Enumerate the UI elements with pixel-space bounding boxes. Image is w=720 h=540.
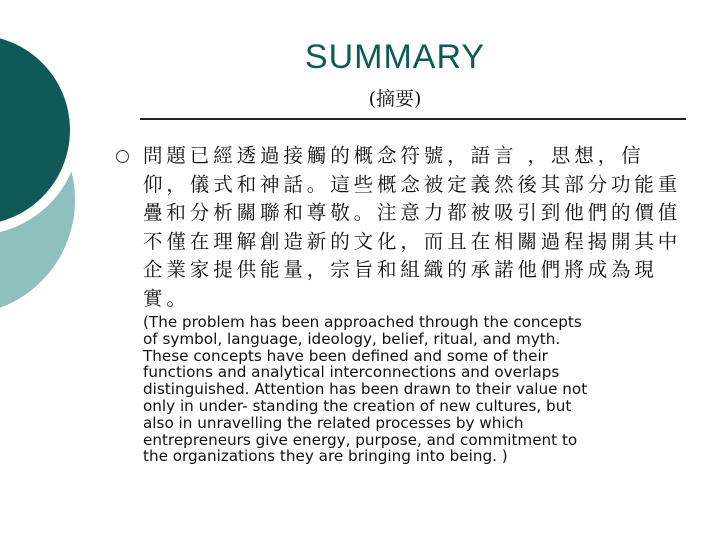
left-decoration xyxy=(0,0,130,540)
slide-subtitle: (摘要) xyxy=(368,88,422,110)
title-divider xyxy=(140,118,686,120)
slide-title: SUMMARY xyxy=(304,38,486,76)
hollow-circle-bullet-icon xyxy=(116,150,129,163)
teal-circles-decoration xyxy=(0,0,130,540)
paragraph-english: (The problem has been approached through the concepts of symbol, language, ideology, belief, ritual, and myth. These concepts have been defined and some of their functions and analytical interconnections and overlaps distinguished. Attention has been drawn to their value not only in under- standing the creation of new cultures, but also in unravelling the related processes by which entrepreneurs give energy, purpose, and commitment to the organizations they are bringing into being. ) xyxy=(143,313,588,466)
bullet-text-chinese: 問題已經透過接觸的概念符號，語言 ，思想，信仰，儀式和神話。這些概念被定義然後其部分功能重疊和分析關聯和尊敬。注意力都被吸引到他們的價值不僅在理解創造新的文化，而且在相關過程揭開其中企業家提供能量，宗旨和組織的承諾他們將成為現實。 xyxy=(143,144,682,310)
